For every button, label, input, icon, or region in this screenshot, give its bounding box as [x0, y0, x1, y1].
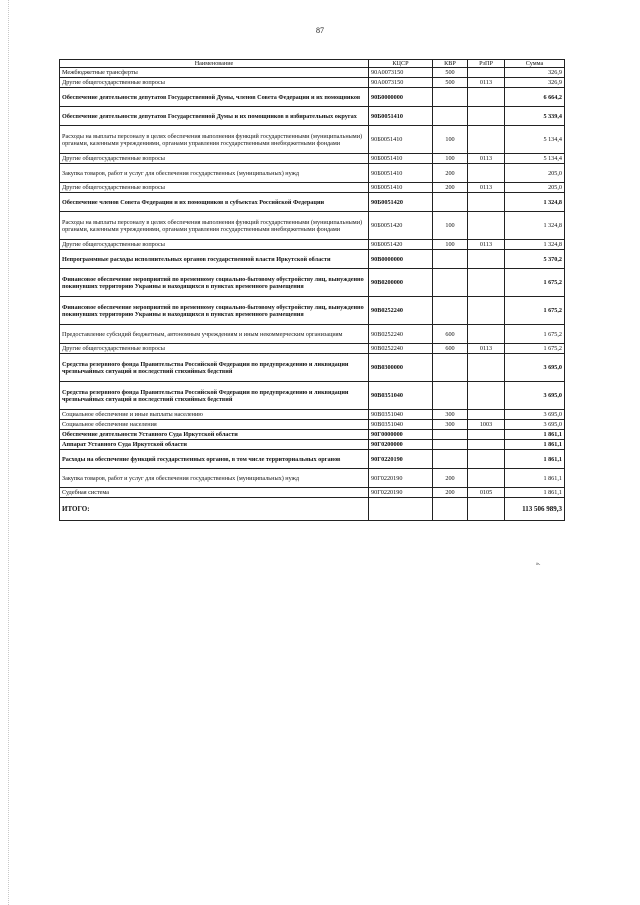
cell-kvr: 500 [433, 78, 468, 88]
cell-name: Финансовое обеспечение мероприятий по временному социально-бытовому обустройству лиц, вынужденно покинувших территорию Украины и находящихся в пунктах временного размещения [60, 297, 369, 325]
cell-rzpr [468, 469, 505, 488]
cell-rzpr [468, 354, 505, 382]
cell-sum: 326,9 [505, 68, 565, 78]
cell-name: Судебная система [60, 488, 369, 498]
total-sum: 113 506 989,3 [505, 498, 565, 521]
cell-name: Средства резервного фонда Правительства Российской Федерации по предупреждению и ликвидации чрезвычайных ситуаций и последствий стихийных бедствий [60, 382, 369, 410]
cell-kvr [433, 430, 468, 440]
total-suffix: ». [536, 561, 541, 567]
cell-name: Обеспечение членов Совета Федерации и их помощников в субъектах Российской Федерации [60, 193, 369, 212]
cell-name: Другие общегосударственные вопросы [60, 344, 369, 354]
cell-rzpr [468, 297, 505, 325]
cell-rzpr [468, 164, 505, 183]
cell-kcsr: 90Б0051410 [369, 107, 433, 126]
cell-sum: 1 324,8 [505, 193, 565, 212]
cell-sum: 1 861,1 [505, 430, 565, 440]
table-row [60, 382, 565, 410]
cell-rzpr [468, 269, 505, 297]
table-row [60, 154, 565, 164]
cell-sum: 1 675,2 [505, 297, 565, 325]
cell-kcsr: 90В0300000 [369, 354, 433, 382]
cell-kcsr: 90Б0051410 [369, 164, 433, 183]
cell-name: Другие общегосударственные вопросы [60, 183, 369, 193]
cell-kvr: 200 [433, 469, 468, 488]
cell-name: Другие общегосударственные вопросы [60, 240, 369, 250]
cell-kcsr: 90Г0220190 [369, 469, 433, 488]
table-row [60, 78, 565, 88]
cell-sum: 205,0 [505, 164, 565, 183]
cell-kcsr: 90В0252240 [369, 297, 433, 325]
cell-kcsr: 90А0073150 [369, 68, 433, 78]
cell-kvr: 100 [433, 154, 468, 164]
cell-name: Расходы на выплаты персоналу в целях обеспечения выполнения функций государственными (муниципальными) органами, казенными учреждениями, органами управления государственными внебюджетными фондами [60, 126, 369, 154]
cell-name: Средства резервного фонда Правительства Российской Федерации по предупреждению и ликвидации чрезвычайных ситуаций и последствий стихийных бедствий [60, 354, 369, 382]
cell-rzpr [468, 212, 505, 240]
cell-sum: 5 370,2 [505, 250, 565, 269]
cell-rzpr [468, 88, 505, 107]
cell-kvr: 200 [433, 488, 468, 498]
cell-rzpr: 0113 [468, 344, 505, 354]
cell-sum: 3 695,0 [505, 354, 565, 382]
cell-sum: 1 324,8 [505, 240, 565, 250]
cell-kvr: 200 [433, 164, 468, 183]
cell-kcsr: 90А0073150 [369, 78, 433, 88]
header-name: Наименование [60, 60, 369, 68]
cell-sum: 3 695,0 [505, 420, 565, 430]
total-empty-kcsr [369, 498, 433, 521]
table-row [60, 410, 565, 420]
cell-name: Межбюджетные трансферты [60, 68, 369, 78]
total-empty-kvr [433, 498, 468, 521]
cell-kvr: 100 [433, 212, 468, 240]
table-row [60, 183, 565, 193]
total-label: ИТОГО: [60, 498, 369, 521]
cell-kcsr: 90В0200000 [369, 269, 433, 297]
cell-name: Обеспечение деятельности депутатов Государственной Думы, членов Совета Федерации и их помощников [60, 88, 369, 107]
table-row [60, 344, 565, 354]
table-row [60, 440, 565, 450]
scan-margin [0, 0, 9, 905]
cell-kvr [433, 107, 468, 126]
cell-rzpr: 0113 [468, 240, 505, 250]
cell-kvr [433, 382, 468, 410]
cell-name: Предоставление субсидий бюджетным, автономным учреждениям и иным некоммерческим организациям [60, 325, 369, 344]
cell-kvr: 100 [433, 240, 468, 250]
table-row [60, 450, 565, 469]
cell-kcsr: 90В0252240 [369, 344, 433, 354]
cell-name: Аппарат Уставного Суда Иркутской области [60, 440, 369, 450]
table-row [60, 212, 565, 240]
cell-kcsr: 90В0351040 [369, 410, 433, 420]
cell-kvr [433, 354, 468, 382]
cell-kcsr: 90Г0000000 [369, 430, 433, 440]
table-row [60, 88, 565, 107]
cell-rzpr [468, 382, 505, 410]
table-row [60, 107, 565, 126]
header-sum: Сумма [505, 60, 565, 68]
cell-name: Обеспечение деятельности депутатов Государственной Думы и их помощников в избирательных округах [60, 107, 369, 126]
table-row [60, 240, 565, 250]
header-kvr: КВР [433, 60, 468, 68]
cell-name: Социальное обеспечение и иные выплаты населению [60, 410, 369, 420]
cell-name: Обеспечение деятельности Уставного Суда Иркутской области [60, 430, 369, 440]
table-header-row [60, 60, 565, 68]
cell-kcsr: 90Б0051420 [369, 193, 433, 212]
cell-rzpr [468, 450, 505, 469]
cell-name: Непрограммные расходы исполнительных органов государственной власти Иркутской области [60, 250, 369, 269]
cell-rzpr [468, 126, 505, 154]
cell-kvr [433, 297, 468, 325]
cell-name: Финансовое обеспечение мероприятий по временному социально-бытовому обустройству лиц, вынужденно покинувших территорию Украины и находящихся в пунктах временного размещения [60, 269, 369, 297]
table-row [60, 68, 565, 78]
header-kcsr: КЦСР [369, 60, 433, 68]
cell-rzpr [468, 250, 505, 269]
cell-kcsr: 90В0000000 [369, 250, 433, 269]
table-row [60, 164, 565, 183]
table-row [60, 269, 565, 297]
total-row [60, 498, 565, 521]
cell-kcsr: 90Б0051410 [369, 183, 433, 193]
cell-sum: 1 675,2 [505, 325, 565, 344]
page-number: 87 [316, 26, 324, 35]
cell-sum: 1 675,2 [505, 269, 565, 297]
cell-sum: 1 861,1 [505, 450, 565, 469]
header-rzpr: РзПР [468, 60, 505, 68]
cell-kvr: 500 [433, 68, 468, 78]
cell-kcsr: 90В0351040 [369, 382, 433, 410]
table-row [60, 488, 565, 498]
cell-kcsr: 90Г0220190 [369, 488, 433, 498]
cell-rzpr [468, 430, 505, 440]
cell-kcsr: 90Б0051410 [369, 126, 433, 154]
cell-sum: 6 664,2 [505, 88, 565, 107]
cell-kcsr: 90Б0051420 [369, 240, 433, 250]
table-row [60, 193, 565, 212]
cell-kvr [433, 250, 468, 269]
cell-kvr: 200 [433, 183, 468, 193]
cell-name: Закупка товаров, работ и услуг для обеспечения государственных (муниципальных) нужд [60, 164, 369, 183]
cell-rzpr [468, 107, 505, 126]
cell-name: Закупка товаров, работ и услуг для обеспечения государственных (муниципальных) нужд [60, 469, 369, 488]
cell-name: Расходы на выплаты персоналу в целях обеспечения выполнения функций государственными (муниципальными) органами, казенными учреждениями, органами управления государственными внебюджетными фондами [60, 212, 369, 240]
cell-sum: 1 861,1 [505, 440, 565, 450]
cell-rzpr [468, 440, 505, 450]
table-row [60, 354, 565, 382]
table-row [60, 297, 565, 325]
table-row [60, 430, 565, 440]
cell-kcsr: 90Г0200000 [369, 440, 433, 450]
cell-kcsr: 90Б0051420 [369, 212, 433, 240]
cell-rzpr [468, 410, 505, 420]
cell-kcsr: 90В0351040 [369, 420, 433, 430]
cell-sum: 5 339,4 [505, 107, 565, 126]
cell-rzpr: 1003 [468, 420, 505, 430]
cell-name: Другие общегосударственные вопросы [60, 78, 369, 88]
cell-kcsr: 90В0252240 [369, 325, 433, 344]
table-row [60, 469, 565, 488]
cell-sum: 326,9 [505, 78, 565, 88]
cell-kvr [433, 88, 468, 107]
cell-kvr: 100 [433, 126, 468, 154]
cell-sum: 3 695,0 [505, 382, 565, 410]
total-empty-rzpr [468, 498, 505, 521]
cell-kcsr: 90Б0000000 [369, 88, 433, 107]
cell-kvr [433, 440, 468, 450]
cell-sum: 5 134,4 [505, 154, 565, 164]
cell-rzpr [468, 325, 505, 344]
cell-name: Социальное обеспечение населения [60, 420, 369, 430]
cell-kcsr: 90Б0051410 [369, 154, 433, 164]
cell-name: Расходы на обеспечение функций государственных органов, в том числе территориальных органов [60, 450, 369, 469]
budget-table [59, 59, 565, 521]
cell-sum: 1 324,8 [505, 212, 565, 240]
cell-sum: 3 695,0 [505, 410, 565, 420]
table-row [60, 126, 565, 154]
table-row [60, 420, 565, 430]
cell-rzpr: 0113 [468, 78, 505, 88]
cell-sum: 1 675,2 [505, 344, 565, 354]
cell-kcsr: 90Г0220190 [369, 450, 433, 469]
cell-kvr [433, 269, 468, 297]
cell-sum: 1 861,1 [505, 488, 565, 498]
cell-kvr: 300 [433, 420, 468, 430]
cell-sum: 5 134,4 [505, 126, 565, 154]
table-row [60, 325, 565, 344]
cell-rzpr: 0105 [468, 488, 505, 498]
cell-kvr: 600 [433, 325, 468, 344]
cell-kvr [433, 450, 468, 469]
cell-name: Другие общегосударственные вопросы [60, 154, 369, 164]
cell-kvr [433, 193, 468, 212]
cell-rzpr: 0113 [468, 183, 505, 193]
cell-kvr: 600 [433, 344, 468, 354]
cell-sum: 205,0 [505, 183, 565, 193]
table-row [60, 250, 565, 269]
cell-rzpr [468, 68, 505, 78]
cell-rzpr: 0113 [468, 154, 505, 164]
cell-kvr: 300 [433, 410, 468, 420]
cell-sum: 1 861,1 [505, 469, 565, 488]
cell-rzpr [468, 193, 505, 212]
